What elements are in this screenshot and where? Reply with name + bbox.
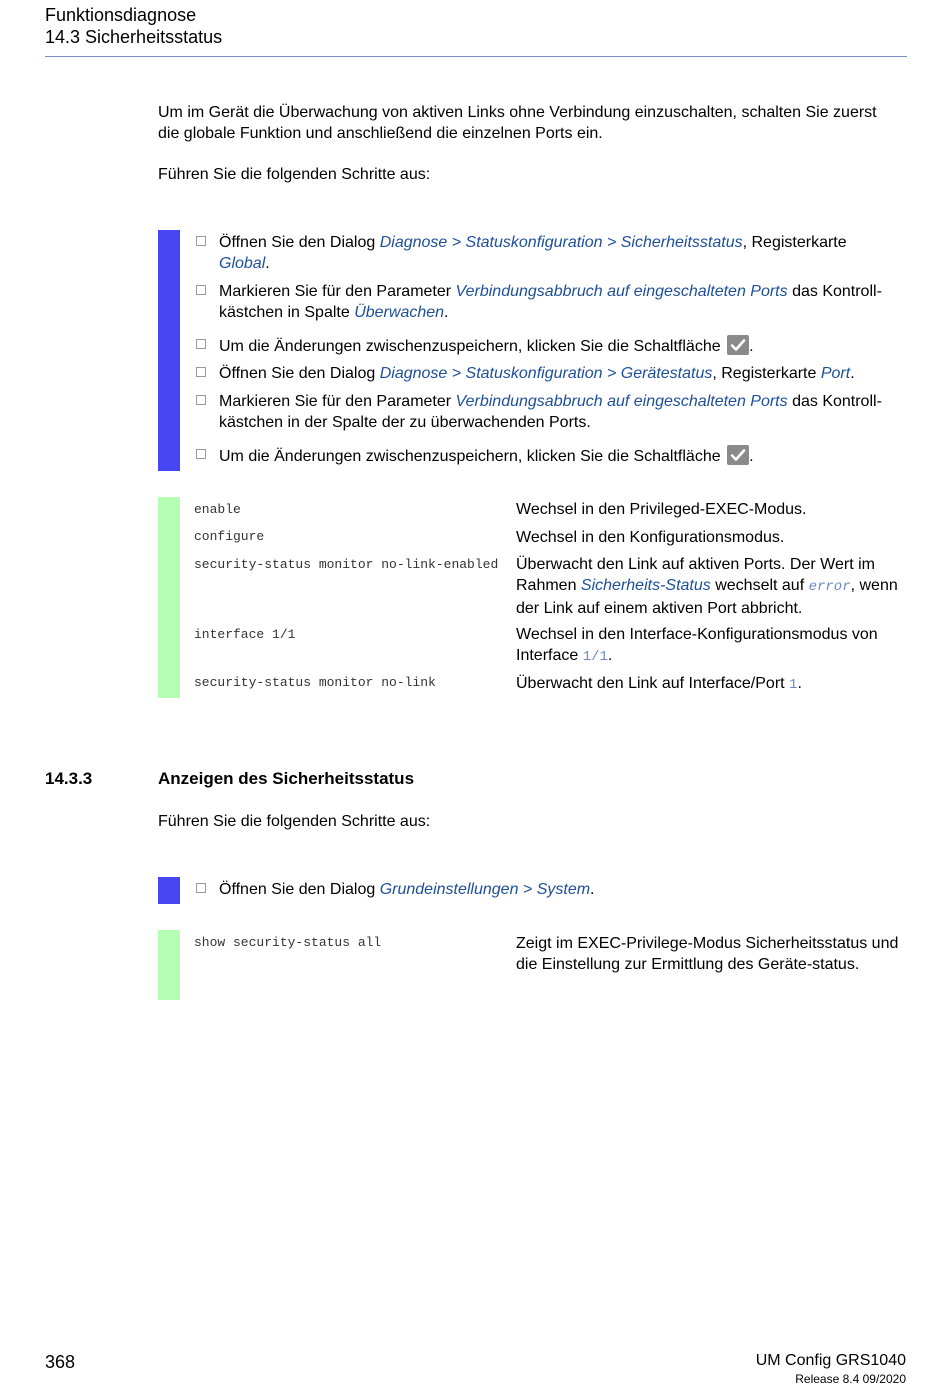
cli-description: Wechsel in den Konfigurationsmodus. (516, 529, 785, 546)
step-text: . (749, 338, 754, 355)
steps-lead: Führen Sie die folgenden Schritte aus: (158, 813, 431, 830)
parameter-name: Verbindungsabbruch auf eingeschalteten Ports (455, 393, 788, 410)
cli-command: security-status monitor no-link (194, 675, 436, 690)
step-text: , Registerkarte (742, 234, 847, 251)
cli-command: interface 1/1 (194, 627, 296, 642)
step-text: das Kontroll-kästchen in Spalte (219, 283, 882, 321)
checkbox-icon (196, 449, 206, 459)
checkbox-icon (196, 883, 206, 893)
column-name: Überwachen (354, 304, 445, 321)
step-text: . (850, 365, 855, 382)
cli-description: Zeigt im EXEC-Privilege-Modus Sicherheitsstatus und die Einstellung zur Ermittlung des Geräte-status. (516, 935, 899, 973)
checkbox-icon (196, 395, 206, 405)
step-text: Öffnen Sie den Dialog (219, 365, 380, 382)
step-text: . (265, 255, 270, 272)
cli-description: Wechsel in den Privileged-EXEC-Modus. (516, 501, 807, 518)
step-text: . (590, 881, 595, 898)
cli-command: enable (194, 502, 241, 517)
desc-text: Überwacht den Link auf Interface/Port (516, 675, 790, 692)
section-title: Anzeigen des Sicherheitsstatus (158, 769, 415, 788)
step-text: . (749, 448, 754, 465)
step-text: Öffnen Sie den Dialog (219, 234, 380, 251)
step-text: das Kontroll-kästchen in der Spalte der zu überwachenden Ports. (219, 393, 882, 431)
step-text: Um die Änderungen zwischenzuspeichern, klicken Sie die Schaltfläche (219, 338, 721, 355)
dialog-path-link: Diagnose > Statuskonfiguration > Gerätestatus (379, 365, 713, 382)
checkbox-icon (196, 339, 206, 349)
page-number: 368 (45, 1352, 76, 1372)
header-rule (45, 56, 907, 57)
step-text: Öffnen Sie den Dialog (219, 881, 380, 898)
steps-marker-bar (158, 230, 180, 471)
port-code: 1 (789, 677, 798, 693)
step-text: Markieren Sie für den Parameter (219, 393, 456, 410)
desc-text: Überwacht den Link auf aktiven Ports. Der Wert im Rahmen (516, 556, 875, 594)
cli-description (516, 554, 908, 619)
section-header: 14.3 Sicherheitsstatus (45, 27, 223, 47)
cli-command: show security-status all (194, 935, 382, 950)
desc-text: wechselt auf (710, 577, 809, 594)
steps-marker-bar (158, 877, 180, 904)
desc-text: . (607, 647, 613, 664)
step-text: . (444, 304, 449, 321)
tab-name: Port (820, 365, 851, 382)
dialog-path-link: Grundeinstellungen > System (379, 881, 591, 898)
value-code: error (808, 579, 851, 595)
interface-code: 1/1 (582, 649, 608, 665)
intro-paragraph: Um im Gerät die Überwachung von aktiven Links ohne Verbindung einzuschalten, schalten Sie zuerst die globale Funktion und anschließend die einzelnen Ports ein. (158, 104, 877, 142)
checkbox-icon (196, 285, 206, 295)
desc-text: . (797, 675, 802, 692)
section-number: 14.3.3 (45, 769, 93, 788)
release-info: Release 8.4 09/2020 (795, 1372, 906, 1386)
tab-name: Global (219, 255, 266, 272)
steps-lead: Führen Sie die folgenden Schritte aus: (158, 166, 431, 183)
save-button-icon (727, 335, 749, 355)
checkbox-icon (196, 367, 206, 377)
cli-description (516, 673, 908, 696)
save-button-icon (727, 445, 749, 465)
frame-name: Sicherheits-Status (580, 577, 711, 594)
desc-text: , wenn der Link auf einem aktiven Port abbricht. (516, 577, 898, 617)
dialog-path-link: Diagnose > Statuskonfiguration > Sicherheitsstatus (379, 234, 743, 251)
chapter-title: Funktionsdiagnose (45, 5, 197, 25)
cli-description (516, 624, 908, 668)
step-text: , Registerkarte (712, 365, 821, 382)
cli-marker-bar (158, 497, 180, 698)
document-name: UM Config GRS1040 (755, 1352, 906, 1369)
checkbox-icon (196, 236, 206, 246)
step-text: Markieren Sie für den Parameter (219, 283, 456, 300)
cli-command: configure (194, 529, 265, 544)
cli-command: security-status monitor no-link-enabled (194, 557, 499, 572)
desc-text: Wechsel in den Interface-Konfigurationsmodus von Interface (516, 626, 878, 664)
step-text: Um die Änderungen zwischenzuspeichern, klicken Sie die Schaltfläche (219, 448, 721, 465)
cli-marker-bar (158, 930, 180, 1000)
parameter-name: Verbindungsabbruch auf eingeschalteten Ports (455, 283, 788, 300)
